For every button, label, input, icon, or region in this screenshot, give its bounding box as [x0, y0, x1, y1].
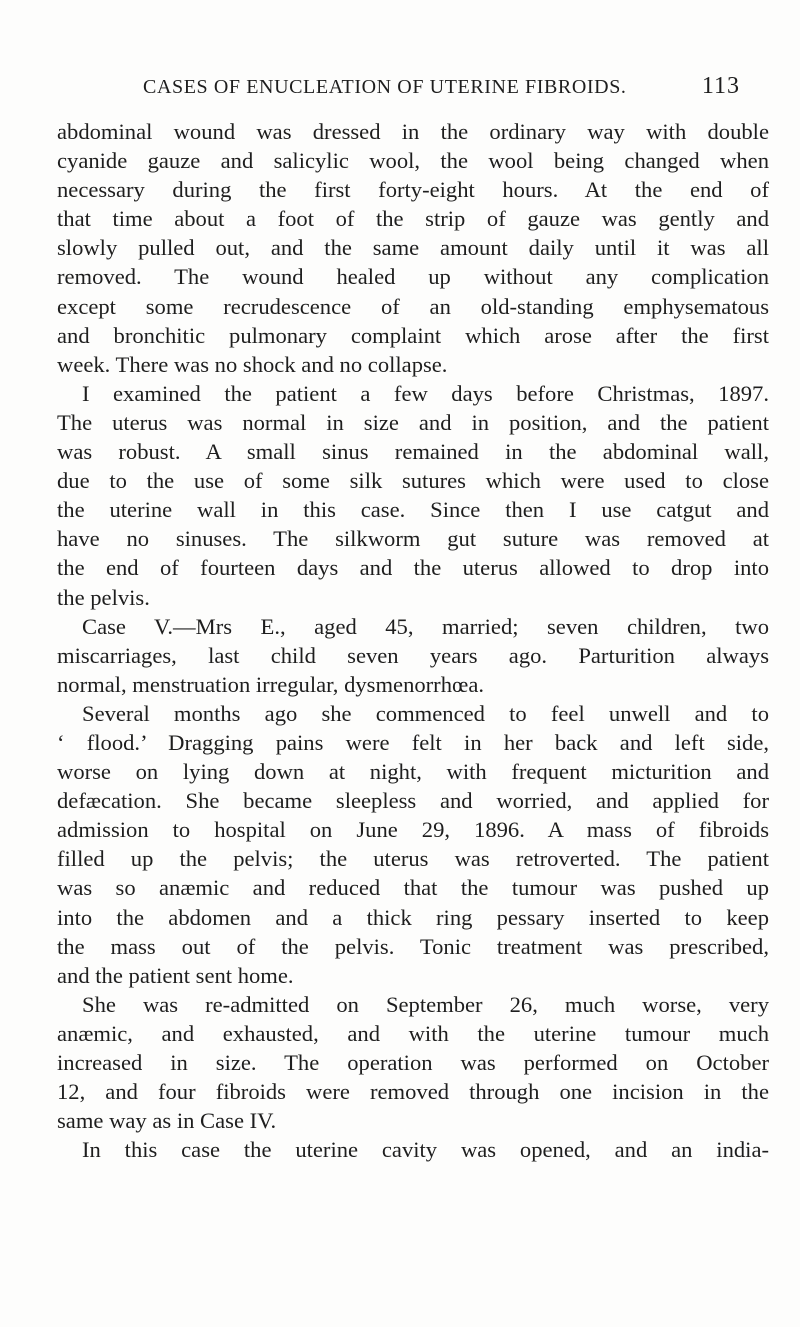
text-line: defæcation. She became sleepless and worried, and applied for [57, 788, 769, 814]
text-line: worse on lying down at night, with frequent micturition and [57, 759, 769, 785]
text-line: necessary during the first forty-eight hours. At the end of [57, 177, 769, 203]
running-title: CASES OF ENUCLEATION OF UTERINE FIBROIDS. [143, 76, 627, 98]
text-line: The uterus was normal in size and in position, and the patient [57, 409, 769, 435]
text-line: slowly pulled out, and the same amount daily until it was all [57, 235, 769, 261]
running-head [143, 73, 743, 106]
text-line: except some recrudescence of an old-standing emphysematous [57, 293, 769, 319]
page-number: 113 [701, 73, 740, 99]
text-line: ‘ flood.’ Dragging pains were felt in her back and left side, [57, 729, 769, 755]
text-line: the uterine wall in this case. Since then I use catgut and [57, 497, 769, 523]
text-line: was robust. A small sinus remained in the abdominal wall, [57, 439, 769, 465]
text-line: the end of fourteen days and the uterus allowed to drop into [57, 555, 769, 581]
text-line: She was re-admitted on September 26, much worse, very [82, 991, 769, 1017]
text-line: filled up the pelvis; the uterus was retroverted. The patient [57, 846, 769, 872]
text-line: into the abdomen and a thick ring pessary inserted to keep [57, 904, 769, 930]
text-line: I examined the patient a few days before Christmas, 1897. [82, 380, 769, 406]
text-line: and the patient sent home. [57, 962, 294, 988]
text-line: 12, and four fibroids were removed through one incision in the [57, 1079, 769, 1105]
body-text [57, 117, 769, 1164]
text-line: due to the use of some silk sutures which were used to close [57, 468, 769, 494]
text-line: the pelvis. [57, 584, 150, 610]
text-line: same way as in Case IV. [57, 1108, 277, 1134]
text-line: and bronchitic pulmonary complaint which arose after the first [57, 322, 769, 348]
text-line: cyanide gauze and salicylic wool, the wool being changed when [57, 148, 769, 174]
text-line: admission to hospital on June 29, 1896. A mass of fibroids [57, 817, 769, 843]
text-line: normal, menstruation irregular, dysmenorrhœa. [57, 671, 484, 697]
text-line: anæmic, and exhausted, and with the uterine tumour much [57, 1020, 769, 1046]
text-line: In this case the uterine cavity was opened, and an india- [82, 1137, 769, 1163]
text-line: increased in size. The operation was performed on October [57, 1050, 769, 1075]
text-line: that time about a foot of the strip of gauze was gently and [57, 206, 769, 232]
text-line: removed. The wound healed up without any complication [57, 264, 769, 290]
text-line: have no sinuses. The silkworm gut suture was removed at [57, 526, 769, 552]
text-line: abdominal wound was dressed in the ordinary way with double [57, 119, 769, 144]
text-line: was so anæmic and reduced that the tumour was pushed up [57, 875, 769, 901]
text-line: the mass out of the pelvis. Tonic treatment was prescribed, [57, 933, 769, 959]
case-heading-line: Case V.—Mrs E., aged 45, married; seven children, two [82, 613, 769, 639]
text-line: week. There was no shock and no collapse. [57, 351, 448, 377]
text-line: miscarriages, last child seven years ago. Parturition always [57, 642, 769, 668]
text-line: Several months ago she commenced to feel unwell and to [82, 700, 769, 726]
